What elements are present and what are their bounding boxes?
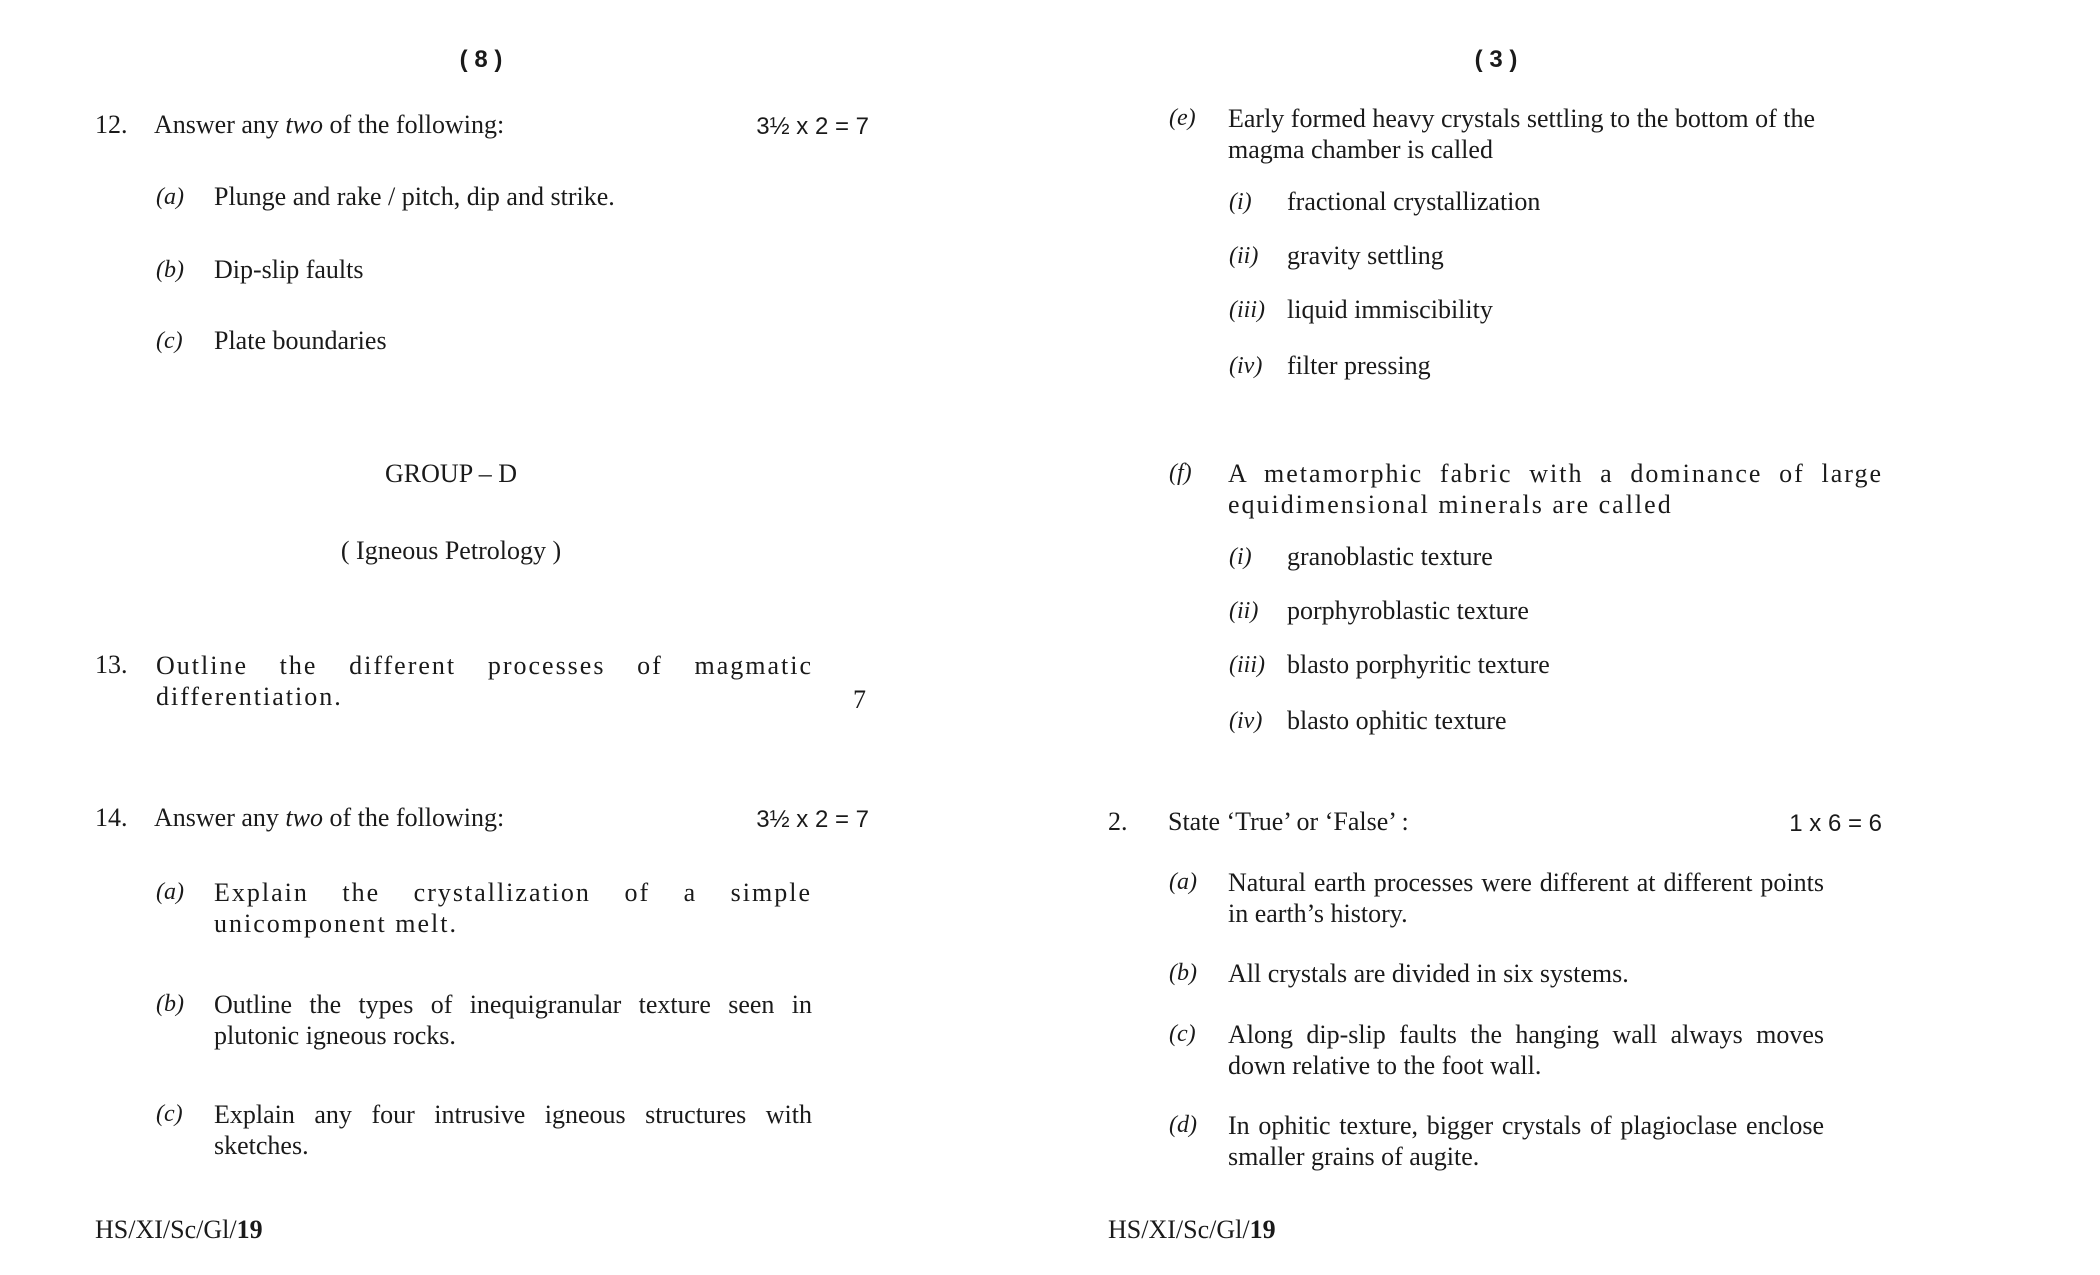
page-number: ( 3 ) [1474, 46, 1518, 73]
option-label: (i) [1229, 544, 1252, 570]
question-text: Answer any two of the following: [154, 803, 505, 832]
question-text: State ‘True’ or ‘False’ : [1168, 807, 1409, 836]
item-label: (c) [156, 1101, 183, 1127]
option-label: (iv) [1229, 353, 1263, 379]
option-text: gravity settling [1287, 241, 1444, 270]
item-text: A metamorphic fabric with a dominance of large equidimensional minerals are called [1228, 459, 1883, 519]
footer-code: HS/XI/Sc/Gl/19 [95, 1215, 263, 1244]
item-label: (b) [156, 257, 184, 283]
item-label: (c) [156, 328, 183, 354]
option-text: porphyroblastic texture [1287, 596, 1529, 625]
group-title: GROUP – D [385, 459, 517, 488]
option-label: (ii) [1229, 243, 1259, 269]
option-text: filter pressing [1287, 351, 1431, 380]
item-label: (b) [156, 991, 184, 1017]
item-label: (b) [1169, 960, 1197, 986]
item-text: Early formed heavy crystals settling to the bottom of the magma chamber is called [1228, 104, 1816, 164]
marks: 7 [853, 685, 866, 714]
item-text: Plunge and rake / pitch, dip and strike. [214, 182, 615, 211]
question-number: 14. [95, 803, 128, 832]
question-text: Outline the different processes of magmatic differentiation. [156, 651, 813, 711]
group-subtitle: ( Igneous Petrology ) [340, 536, 562, 565]
item-label: (e) [1169, 105, 1196, 131]
page-number: ( 8 ) [459, 46, 503, 73]
option-label: (iv) [1229, 708, 1263, 734]
option-text: blasto porphyritic texture [1287, 650, 1550, 679]
option-label: (ii) [1229, 598, 1259, 624]
option-text: liquid immiscibility [1287, 295, 1493, 324]
item-text: Dip-slip faults [214, 255, 364, 284]
item-label: (c) [1169, 1021, 1196, 1047]
item-text: Along dip-slip faults the hanging wall always moves down relative to the foot wall. [1228, 1020, 1824, 1080]
footer-code: HS/XI/Sc/Gl/19 [1108, 1215, 1276, 1244]
item-text: All crystals are divided in six systems. [1228, 959, 1629, 988]
item-label: (f) [1169, 460, 1192, 486]
marks: 3½ x 2 = 7 [756, 806, 869, 833]
question-number: 12. [95, 110, 128, 139]
question-text: Answer any two of the following: [154, 110, 505, 139]
option-text: granoblastic texture [1287, 542, 1493, 571]
item-text: Plate boundaries [214, 326, 387, 355]
marks: 1 x 6 = 6 [1789, 810, 1882, 837]
marks: 3½ x 2 = 7 [756, 113, 869, 140]
item-text: Explain any four intrusive igneous structures with sketches. [214, 1100, 812, 1160]
item-label: (d) [1169, 1112, 1197, 1138]
option-label: (iii) [1229, 297, 1265, 323]
question-number: 2. [1108, 807, 1128, 836]
item-text: In ophitic texture, bigger crystals of plagioclase enclose smaller grains of augite. [1228, 1111, 1824, 1171]
option-text: fractional crystallization [1287, 187, 1541, 216]
item-text: Explain the crystallization of a simple unicomponent melt. [214, 878, 812, 938]
item-text: Natural earth processes were different at different points in earth’s history. [1228, 868, 1824, 928]
option-label: (iii) [1229, 652, 1265, 678]
item-label: (a) [156, 879, 184, 905]
item-text: Outline the types of inequigranular texture seen in plutonic igneous rocks. [214, 990, 812, 1050]
question-number: 13. [95, 650, 128, 679]
option-text: blasto ophitic texture [1287, 706, 1507, 735]
item-label: (a) [156, 184, 184, 210]
option-label: (i) [1229, 189, 1252, 215]
item-label: (a) [1169, 869, 1197, 895]
